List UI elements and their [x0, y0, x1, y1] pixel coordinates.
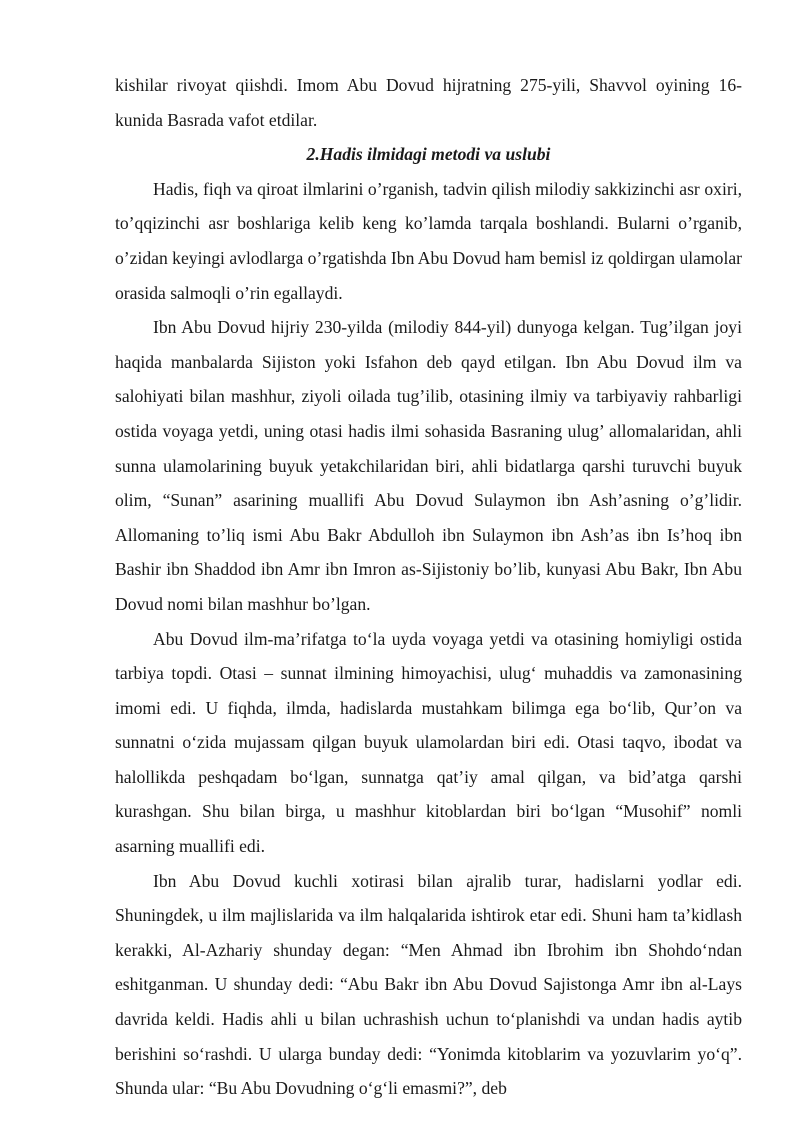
page-content — [115, 68, 742, 1106]
paragraph-biography: Ibn Abu Dovud hijriy 230-yilda (milodiy 844-yil) dunyoga kelgan. Tug’ilgan joyi haqida manbalarda Sijiston yoki Isfahon deb qayd etilgan. Ibn Abu Dovud ilm va salohiyati bilan mashhur, ziyoli oilada tug’ilib, otasining ilmiy va tarbiyaviy rahbarligi ostida voyaga yetdi, uning otasi hadis ilmi sohasida Basraning ulug’ allomalaridan, ahli sunna ulamolarining buyuk yetakchilaridan biri, ahli bidatlarga qarshi turuvchi buyuk olim, “Sunan” asarining muallifi Abu Dovud Sulaymon ibn Ash’asning o’g’lidir. Allomaning to’liq ismi Abu Bakr Abdulloh ibn Sulaymon ibn Ash’as ibn Is’hoq ibn Bashir ibn Shaddod ibn Amr ibn Imron as-Sijistoniy bo’lib, kunyasi Abu Bakr, Ibn Abu Dovud nomi bilan mashhur bo’lgan. — [115, 317, 742, 614]
paragraph-memory: Ibn Abu Dovud kuchli xotirasi bilan ajralib turar, hadislarni yodlar edi. Shuningdek, u ilm majlislarida va ilm halqalarida ishtirok etar edi. Shuni ham ta’kidlash kerakki, Al-Azhariy shunday degan: “Men Ahmad ibn Ibrohim ibn Shohdo‘ndan eshitganman. U shunday dedi: “Abu Bakr ibn Abu Dovud Sajistonga Amr ibn al-Lays davrida keldi. Hadis ahli u bilan uchrashish uchun to‘planishdi va undan hadis aytib berishini so‘rashdi. U ularga bunday dedi: “Yonimda kitoblarim va yozuvlarim yo‘q”. Shunda ular: “Bu Abu Dovudning o‘g‘li emasmi?”, deb — [115, 870, 742, 1099]
section-heading: 2.Hadis ilmidagi metodi va uslubi — [306, 144, 551, 165]
paragraph-hadis-study: Hadis, fiqh va qiroat ilmlarini o’rganish, tadvin qilish milodiy sakkizinchi asr oxiri, to’qqizinchi asr boshlariga kelib keng ko’lamda tarqala boshlandi. Bularni o’rganib, o’zidan keyingi avlodlarga o’rgatishda Ibn Abu Dovud ham bemisl iz qoldirgan ulamolar orasida salmoqli o’rin egallaydi. — [115, 178, 742, 303]
paragraph-continuation: kishilar rivoyat qiishdi. Imom Abu Dovud hijratning 275-yili, Shavvol oyining 16-kunida Basrada vafot etdilar. — [115, 75, 742, 130]
paragraph-upbringing: Abu Dovud ilm-ma’rifatga to‘la uyda voyaga yetdi va otasining homiyligi ostida tarbiya topdi. Otasi – sunnat ilmining himoyachisi, ulug‘ muhaddis va zamonasining imomi edi. U fiqhda, ilmda, hadislarda mustahkam bilimga ega bo‘lib, Qur’on va sunnatni o‘zida mujassam qilgan buyuk ulamolardan biri edi. Otasi taqvo, ibodat va halollikda peshqadam bo‘lgan, sunnatga qat’iy amal qilgan, va bid’atga qarshi kurashgan. Shu bilan birga, u mashhur kitoblardan biri bo‘lgan “Musohif” nomli asarning muallifi edi. — [115, 628, 742, 857]
